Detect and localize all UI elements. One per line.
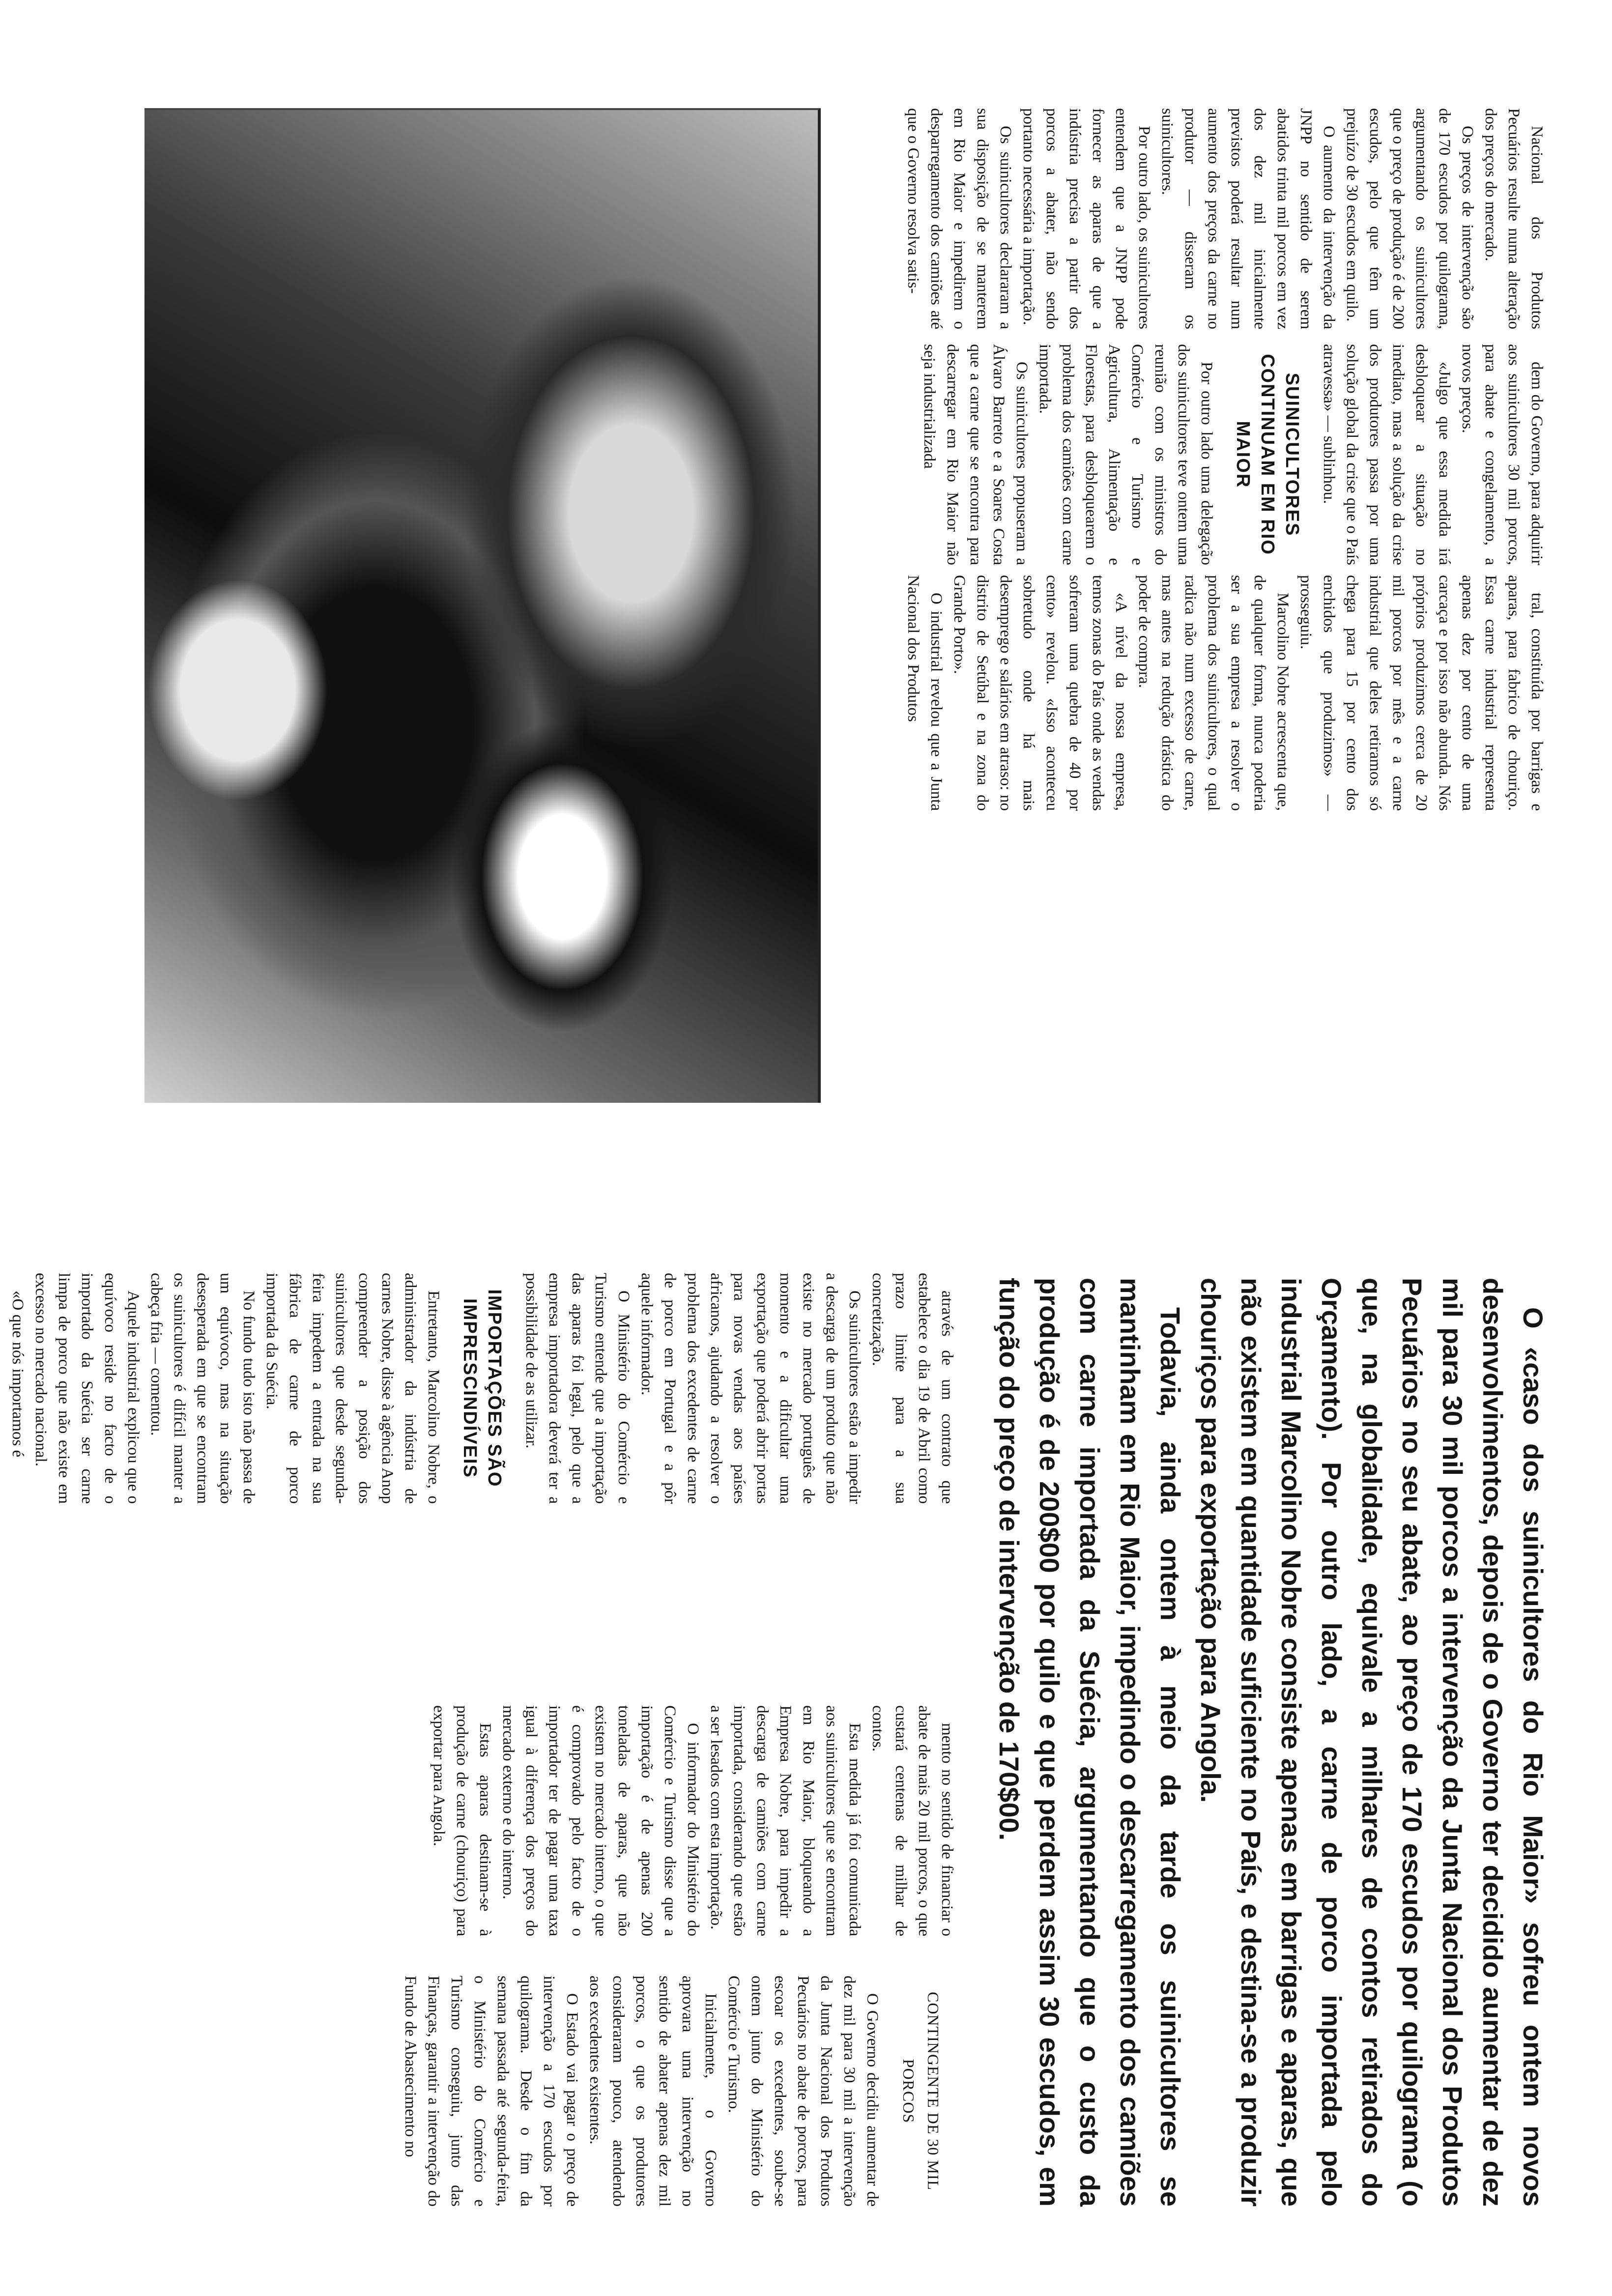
pig-photograph bbox=[144, 108, 821, 1103]
column-5-paragraph: dem do Governo, para adquirir aos suinicultores 30 mil porcos, para abate e congelamento, a novos preços. bbox=[1459, 344, 1546, 565]
column-3-paragraph: No fundo tudo isto não passa de um equívoco, mas na situação desesperada em que se encontram os suinicultores é difícil manter a cabeça fria — comentou. bbox=[147, 1273, 258, 1504]
column-5-paragraph: Os suinicultores propuseram a Álvaro Barreto e a Soares Costa que a carne que se encontra para descarregar em Rio Maior não seja industrializada bbox=[921, 344, 1031, 565]
article-lede bbox=[989, 1278, 1553, 2207]
lede-paragraph-1: O «caso dos suinicultores do Rio Maior» sofreu ontem novos desenvolvimentos, depois de o Governo ter decidido aumentar de dez mil para 30 mil porcos a intervenção da Junta Nacional dos Produtos Pecuários no seu abate, ao preço de 170 escudos por quilograma (o que, na globalidade, equivale a milhares de contos retirados do Orçamento). Por outro lado, a carne de porco importada pelo industrial Marcolino Nobre consiste apenas em barrigas e aparas, que não existem em quantidade suficiente no País, e destina-se a produzir chouriços para exportação para Angola. bbox=[1195, 1278, 1549, 2207]
column-4 bbox=[901, 575, 1548, 811]
column-2 bbox=[427, 1705, 958, 1936]
column-3-paragraph: Aquele industrial explicou que o equívoco reside no facto de o importado da Suécia ser carne limpa de porco que não existe em excesso no mercado nacional. bbox=[32, 1273, 142, 1504]
column-1-heading: CONTINGENTE DE 30 MIL PORCOS bbox=[900, 1991, 942, 2191]
column-3-paragraph: Entretanto, Marcolino Nobre, o administrador da indústria de carnes Nobre, disse à agência Anop compreender a posição dos suinicultores que desde segunda-feira impedem a entrada na sua fábrica de carne de porco importada da Suécia. bbox=[263, 1273, 442, 1504]
column-2-paragraph: mento no sentido de financiar o abate de mais 20 mil porcos, o que custará centenas de milhar de contos. bbox=[869, 1705, 956, 1936]
column-4-paragraph: O industrial revelou que a Junta Nacional dos Produtos bbox=[904, 575, 945, 811]
column-4-paragraph: tral, constituída por barrigas e aparas, para fabrico de chouriço. Essa carne industrial representa apenas dez por cento de uma carcaça e por isso não abunda. Nós próprios produzimos cerca de 20 mil porcos por mês e a carne industrial que deles retiramos só chega para 15 por cento dos enchidos que produzimos» — prosseguiu. bbox=[1297, 575, 1546, 811]
column-6-paragraph: Os preços de intervenção são de 170 escudos por quilograma, argumentando os suinicultores que o preço de produção é de 200 escudos, pelo que têm um prejuízo de 30 escudos em quilo. bbox=[1343, 108, 1476, 329]
column-6-paragraph: Os suinicultores declararam a sua disposição de se manterem em Rio Maior e impedirem o desparregamento dos camiões até que o Governo resolva satis- bbox=[904, 108, 1014, 329]
column-1-paragraph: Inicialmente, o Governo aprovara uma intervenção no sentido de abater apenas dez mil porcos, o que os produtores consideraram pouco, atendendo aos excedentes existentes. bbox=[586, 1976, 720, 2207]
column-4-paragraph: Marcolino Nobre acrescenta que, de qualquer forma, nunca poderia ser a sua empresa a resolver o problema dos suinicultores, o qual radica não num excesso de carne, mas antes na redução drástica do poder de compra. bbox=[1135, 575, 1292, 811]
column-6-paragraph: Por outro lado, os suinicultores entendem que a JNPP pode fornecer as aparas de que a indústria precisa a partir dos porcos a abater, não sendo portanto necessária a importação. bbox=[1020, 108, 1153, 329]
column-3-paragraph: «O que nós importamos é bbox=[9, 1291, 27, 1458]
lede-paragraph-2: Todavia, ainda ontem à meio da tarde os suinicultores se mantinham em Rio Maior, impedindo o descarregamento dos camiões com carne importada da Suécia, argumentando que o custo da produção é de 200$00 por quilo e que perdem assim 30 escudos, em função do preço de intervenção de 170$00. bbox=[994, 1278, 1186, 2207]
column-1 bbox=[399, 1976, 958, 2207]
column-2-paragraph: Esta medida já foi comunicada aos suinicultores que se encontram em Rio Maior, bloqueando a Empresa Nobre, para impedir a descarga de camiões com carne importada, considerando que estão a ser lesados com esta importação. bbox=[707, 1705, 864, 1936]
column-3-paragraph: Os suinicultores estão a impedir a descarga de um produto que não existe no mercado português de momento e a dificultar uma exportação que poderá abrir portas para novas vendas aos países africanos, ajudando a resolver o problema dos excedentes de carne de porco em Portugal e a pôr aquele informador. bbox=[638, 1273, 864, 1504]
column-3 bbox=[6, 1273, 958, 1504]
column-3-paragraph: através de um contrato que estabelece o dia 19 de Abril como prazo limite para a sua concretização. bbox=[869, 1273, 956, 1504]
column-4-paragraph: «A nível da nossa empresa, temos zonas do País onde as vendas sofreram uma quebra de 40 por cento» revelou. «Isso aconteceu sobretudo onde há mais desemprego e salários em atraso: no distrito de Setúbal e na zona do Grande Porto». bbox=[950, 575, 1130, 811]
column-2-paragraph: O informador do Ministério do Comércio e Turismo disse que a importação é de apenas 200 toneladas de aparas, que não existem no mercado interno, o que é comprovado pelo facto de o importador ter de pagar uma taxa igual à diferença dos preços do mercado externo e do interno. bbox=[499, 1705, 702, 1936]
column-3-paragraph: O Ministério do Comércio e Turismo entende que a importação das aparas foi legal, pelo que a empresa importadora deverá ter a possibilidade de as utilizar. bbox=[522, 1273, 633, 1504]
column-5-heading: SUINICULTORES CONTINUAM EM RIO MAIOR bbox=[1233, 354, 1302, 555]
column-6-paragraph: Nacional dos Produtos Pecuários resulte numa alteração dos preços do mercado. bbox=[1482, 108, 1546, 329]
column-5 bbox=[918, 344, 1548, 565]
column-5-paragraph: «Julgo que essa medida irá desbloquear a situação no imediato, mas a solução da crise dos produtores passa por uma solução global da crise que o País atravessa» — sublinhou. bbox=[1320, 344, 1453, 565]
column-6-paragraph: O aumento da intervenção da JNPP no sentido de serem abatidos trinta mil porcos em vez dos dez mil inicialmente previstos poderá resultar num aumento dos preços da carne no produtor — disseram os suinicultores. bbox=[1158, 108, 1338, 329]
column-3-heading: IMPORTAÇÕES SÃO IMPRESCINDÍVEIS bbox=[460, 1289, 505, 1488]
column-5-paragraph: Por outro lado uma delegação dos suinicultores teve ontem uma reunião com os ministros do Comércio e Turismo e Agricultura, Alimentação e Florestas, para desbloquearem o problema dos camiões com carne importada. bbox=[1036, 344, 1215, 565]
column-6 bbox=[901, 108, 1548, 329]
column-1-paragraph: O Governo decidiu aumentar de dez mil para 30 mil a intervenção da Junta Nacional dos Produtos Pecuários no abate de porcos, para escoar os excedentes, soube-se ontem junto do Ministério do Comércio e Turismo. bbox=[725, 1976, 881, 2207]
column-1-paragraph: O Estado vai pagar o preço de intervenção a 170 escudos por quilograma. Desde o fim da semana passada até segunda-feira, o Ministério do Comércio e Turismo conseguiu, junto das Finanças, garantir a intervenção do Fundo de Abastecimento no bbox=[402, 1976, 581, 2207]
column-2-paragraph: Estas aparas destinam-se à produção de carne (chouriço) para exportar para Angola. bbox=[430, 1705, 494, 1936]
